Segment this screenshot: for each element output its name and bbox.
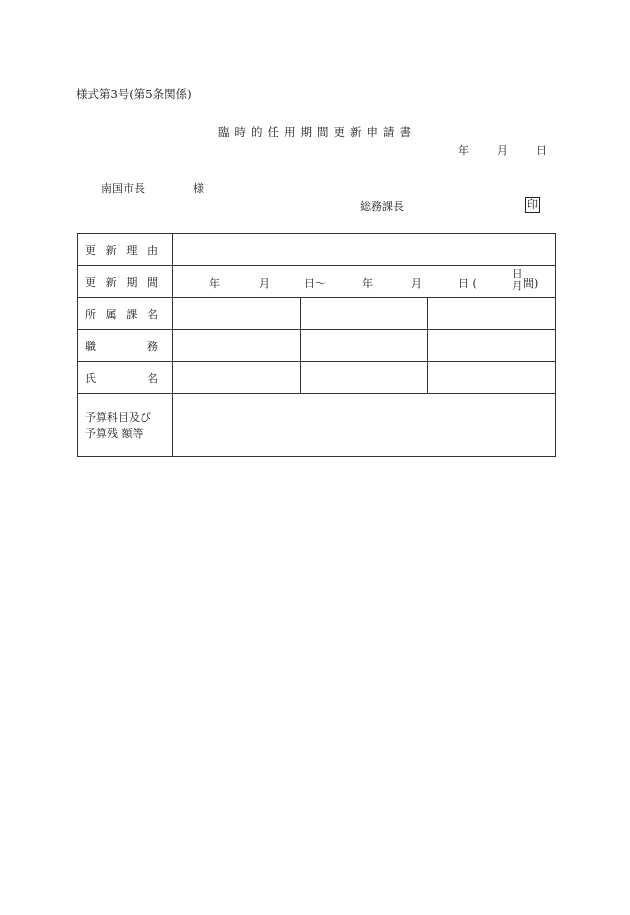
- label-char: 新: [105, 275, 117, 289]
- table-row-budget: [78, 394, 556, 457]
- field-budget[interactable]: [173, 394, 556, 457]
- date-month: 月: [497, 144, 508, 157]
- field-department-2[interactable]: [300, 298, 428, 330]
- sender-title: 総務課長: [360, 200, 404, 213]
- field-duty-2[interactable]: [300, 330, 428, 362]
- field-duty-1[interactable]: [173, 330, 301, 362]
- field-renewal-reason[interactable]: [173, 234, 556, 266]
- form-title: 臨時的任用期間更新申請書: [218, 125, 416, 139]
- seal-stamp: 印: [527, 198, 538, 211]
- label-budget: [78, 394, 173, 457]
- label-char: 新: [105, 243, 117, 257]
- label-char: 属: [105, 307, 117, 321]
- period-end-day: 日 (: [458, 277, 477, 290]
- label-renewal-period: [78, 266, 173, 298]
- date-year: 年: [458, 144, 469, 157]
- label-duty: [78, 330, 173, 362]
- label-budget-line1: 予算科目及び: [85, 411, 151, 424]
- label-char: 期: [126, 275, 138, 289]
- label-char: 務: [147, 339, 158, 353]
- period-end-month: 月: [411, 277, 422, 290]
- field-department-3[interactable]: [428, 298, 556, 330]
- period-end-year: 年: [362, 277, 373, 290]
- addressee-honorific: 様: [193, 182, 204, 195]
- period-unit-month: 月: [512, 280, 523, 292]
- date-day: 日: [536, 144, 547, 157]
- addressee-name: 南国市長: [101, 182, 145, 195]
- date-line: [458, 142, 547, 158]
- label-name: [78, 362, 173, 394]
- label-renewal-reason: [78, 234, 173, 266]
- label-char: 名: [146, 307, 158, 321]
- form-number: 様式第3号(第5条関係): [76, 87, 192, 101]
- field-name-1[interactable]: [173, 362, 301, 394]
- label-char: 職: [85, 339, 96, 353]
- table-row-period: [78, 266, 556, 298]
- label-char: 氏: [85, 371, 96, 385]
- label-char: 由: [146, 243, 158, 257]
- period-close: 間): [523, 277, 539, 290]
- label-budget-line2: 予算残 額等: [85, 427, 144, 440]
- table-row-department: [78, 298, 556, 330]
- field-renewal-period[interactable]: [173, 266, 556, 298]
- application-table: [77, 233, 556, 457]
- label-char: 名: [147, 371, 158, 385]
- label-char: 課: [126, 307, 138, 321]
- addressee: [101, 180, 204, 196]
- field-department-1[interactable]: [173, 298, 301, 330]
- period-unit-day: 日: [512, 268, 523, 280]
- table-row-name: [78, 362, 556, 394]
- label-char: 所: [85, 307, 96, 321]
- label-char: 更: [85, 243, 96, 257]
- label-char: 間: [146, 275, 158, 289]
- field-name-2[interactable]: [300, 362, 428, 394]
- field-duty-3[interactable]: [428, 330, 556, 362]
- field-name-3[interactable]: [428, 362, 556, 394]
- period-unit-stack: [512, 268, 523, 292]
- period-start-year: 年: [209, 277, 220, 290]
- label-department: [78, 298, 173, 330]
- label-char: 理: [126, 243, 138, 257]
- period-start-month: 月: [259, 277, 270, 290]
- table-row-reason: [78, 234, 556, 266]
- label-char: 更: [85, 275, 96, 289]
- table-row-duty: [78, 330, 556, 362]
- period-start-day: 日〜: [304, 277, 326, 290]
